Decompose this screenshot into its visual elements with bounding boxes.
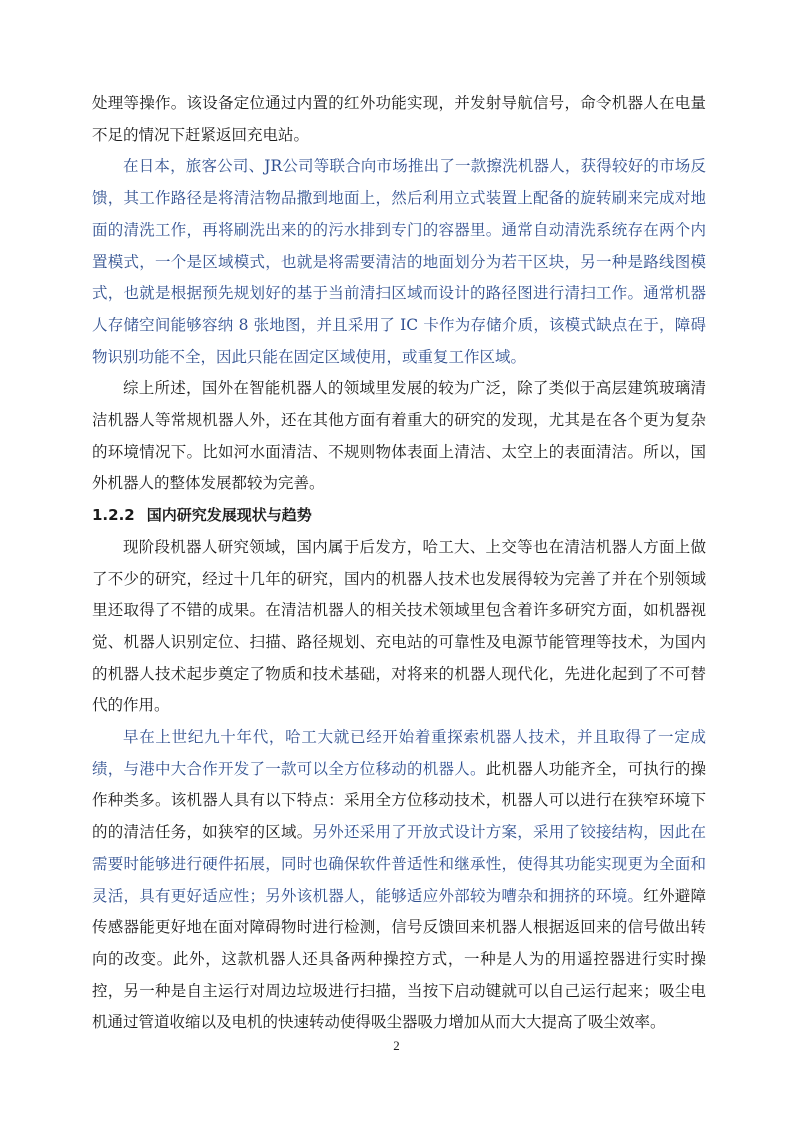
paragraph-2 [92, 373, 706, 500]
section-number: 1.2.2 [92, 506, 135, 525]
paragraph-3 [92, 532, 706, 722]
section-heading [92, 500, 706, 532]
text-segment: 综上所述，国外在智能机器人的领域里发展的较为广泛，除了类似于高层建筑玻璃清洁机器人等常规机器人外，还在其他方面有着重大的研究的发现，尤其是在各个更为复杂的环境情况下。比如河水面清洁、不规则物体表面上清洁、太空上的表面清洁。所以，国外机器人的整体发展都较为完善。 [92, 379, 706, 493]
text-segment: 现阶段机器人研究领域，国内属于后发方，哈工大、上交等也在清洁机器人方面上做了不少的研究，经过十几年的研究，国内的机器人技术也发展得较为完善了并在个别领域里还取得了不错的成果。在清洁机器人的相关技术领域里包含着许多研究方面，如机器视觉、机器人识别定位、扫描、路径规划、充电站的可靠性及电源节能管理等技术，为国内的机器人技术起步奠定了物质和技术基础，对将来的机器人现代化，先进化起到了不可替代的作用。 [92, 537, 706, 715]
section-title: 国内研究发展现状与趋势 [146, 506, 312, 525]
paragraph-4 [92, 722, 706, 1039]
page-number: 2 [393, 1038, 400, 1053]
paragraph-1 [92, 151, 706, 373]
text-segment: 在日本，旅客公司、JR公司等联合向市场推出了一款擦洗机器人，获得较好的市场反馈，其工作路径是将清洁物品撒到地面上，然后利用立式装置上配备的旋转刷来完成对地面的清洗工作，再将刷洗出来的的污水排到专门的容器里。通常自动清洗系统存在两个内置模式，一个是区域模式，也就是将需要清洁的地面划分为若干区块，另一种是路线图模式，也就是根据预先规划好的基于当前清扫区域而设计的路径图进行清扫工作。通常机器人存储空间能够容纳 8 张地图，并且采用了 IC 卡作为存储介质，该模式缺点在于，障碍物识别功能不全，因此只能在固定区域使用，或重复工作区域。 [92, 157, 706, 366]
text-segment: 红外避障传感器能更好地在面对障碍物时进行检测，信号反馈回来机器人根据返回来的信号做出转向的改变。此外，这款机器人还具备两种操控方式，一种是人为的用遥控器进行实时操控，另一种是自主运行对周边垃圾进行扫描，当按下启动键就可以自己运行起来；吸尘电机通过管道收缩以及电机的快速转动使得吸尘器吸力增加从而大大提高了吸尘效率。 [92, 886, 706, 1032]
paragraph-0 [92, 88, 706, 151]
text-segment: 处理等操作。该设备定位通过内置的红外功能实现，并发射导航信号，命令机器人在电量不足的情况下赶紧返回充电站。 [92, 94, 706, 144]
text-segment: 早在上世纪九十年代，哈工大就已经开始着重探索机器人技术，并且取得了一定成绩，与港中大合作开发了一款可以全方位移动的机器人。 [92, 728, 706, 778]
text-segment: 此机器人功能齐全，可执行的操作种类多。该机器人具有以下特点：采用全方位移动技术，机器人可以进行在狭窄环境下的的清洁任务，如狭窄的区域。 [92, 759, 706, 842]
text-segment: 另外还采用了开放式设计方案，采用了铰接结构，因此在需要时能够进行硬件拓展，同时也确保软件普适性和继承性，使得其功能实现更为全面和灵活，具有更好适应性；另外该机器人，能够适应外部较为嘈杂和拥挤的环境。 [92, 823, 706, 905]
document-body [92, 88, 706, 1039]
